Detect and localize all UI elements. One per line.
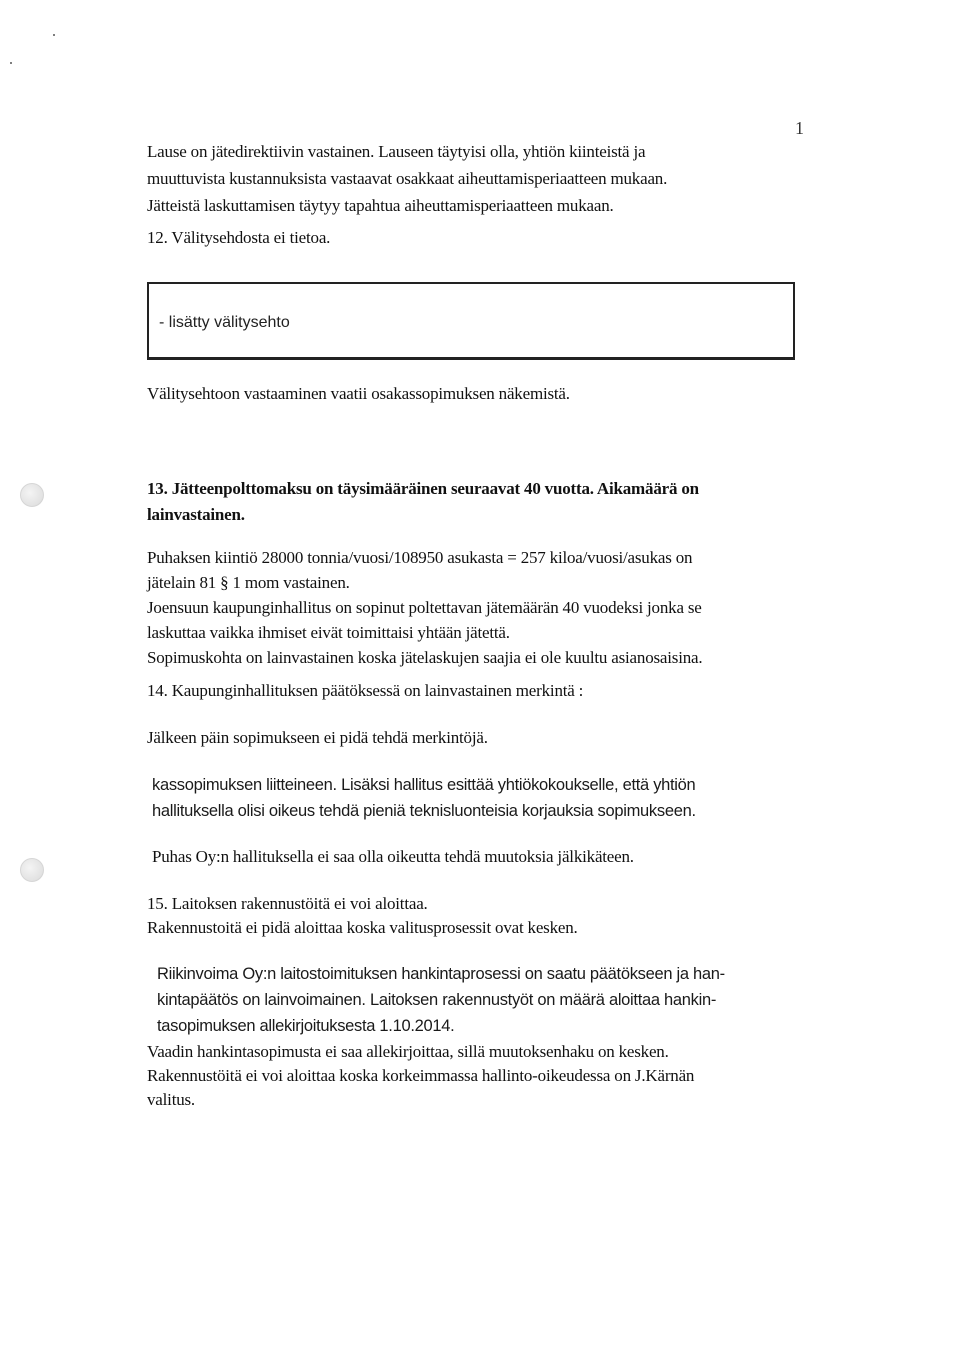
paragraph-jalkikateen: Puhas Oy:n hallituksella ei saa olla oikeutta tehdä muutoksia jälkikäteen. bbox=[152, 847, 634, 866]
text-line: Riikinvoima Oy:n laitostoimituksen hankintaprosessi on saatu päätökseen ja han- bbox=[157, 965, 725, 983]
text-line: Joensuun kaupunginhallitus on sopinut poltettavan jätemäärän 40 vuodeksi jonka se bbox=[147, 598, 702, 617]
scan-speck bbox=[10, 62, 12, 64]
item-14-heading: 14. Kaupunginhallituksen päätöksessä on lainvastainen merkintä : bbox=[147, 681, 584, 700]
text-line: laskuttaa vaikka ihmiset eivät toimittaisi yhtään jätettä. bbox=[147, 623, 510, 642]
box-text: - lisätty välitysehto bbox=[159, 314, 290, 331]
paragraph-merkinnat: Jälkeen päin sopimukseen ei pidä tehdä merkintöjä. bbox=[147, 728, 488, 747]
paragraph-puhas-kiintio bbox=[147, 545, 702, 670]
text-line: kintapäätös on lainvoimainen. Laitoksen rakennustyöt on määrä aloittaa hankin- bbox=[157, 991, 717, 1009]
text-line: Jätteistä laskuttamisen täytyy tapahtua aiheuttamisperiaatteen mukaan. bbox=[147, 196, 614, 215]
text-line: kassopimuksen liitteineen. Lisäksi hallitus esittää yhtiökokoukselle, että yhtiön bbox=[152, 776, 696, 794]
scan-speck bbox=[53, 34, 55, 36]
text-line: valitus. bbox=[147, 1090, 195, 1109]
item-13-heading bbox=[147, 476, 699, 528]
handwritten-page-number: 1 bbox=[795, 118, 804, 138]
quoted-excerpt-riikinvoima bbox=[157, 961, 725, 1039]
paragraph-vaadin bbox=[147, 1040, 694, 1112]
quoted-box bbox=[147, 282, 795, 360]
paragraph-jatedirektiivi bbox=[147, 138, 667, 219]
text-line: 13. Jätteenpolttomaksu on täysimääräinen seuraavat 40 vuotta. Aikamäärä on bbox=[147, 479, 699, 498]
text-line: Lause on jätedirektiivin vastainen. Lauseen täytyisi olla, yhtiön kiinteistä ja bbox=[147, 142, 646, 161]
text-line: Vaadin hankintasopimusta ei saa allekirjoittaa, sillä muutoksenhaku on kesken. bbox=[147, 1042, 669, 1061]
text-line: muuttuvista kustannuksista vastaavat osakkaat aiheuttamisperiaatteen mukaan. bbox=[147, 169, 668, 188]
punch-hole-bottom bbox=[20, 858, 44, 882]
text-line: jätelain 81 § 1 mom vastainen. bbox=[147, 573, 350, 592]
item-12-heading: 12. Välitysehdosta ei tietoa. bbox=[147, 228, 331, 247]
punch-hole-top bbox=[20, 483, 44, 507]
text-line: Rakennustöitä ei voi aloittaa koska korkeimmassa hallinto-oikeudessa on J.Kärnän bbox=[147, 1066, 695, 1085]
text-line: Puhaksen kiintiö 28000 tonnia/vuosi/108950 asukasta = 257 kiloa/vuosi/asukas on bbox=[147, 548, 693, 567]
paragraph-valitysehto: Välitysehtoon vastaaminen vaatii osakassopimuksen näkemistä. bbox=[147, 384, 570, 403]
text-line: Rakennustoitä ei pidä aloittaa koska valitusprosessit ovat kesken. bbox=[147, 918, 578, 937]
item-15-heading bbox=[147, 892, 578, 940]
text-line: 15. Laitoksen rakennustöitä ei voi aloittaa. bbox=[147, 894, 428, 913]
text-line: lainvastainen. bbox=[147, 505, 245, 524]
text-line: tasopimuksen allekirjoituksesta 1.10.2014. bbox=[157, 1017, 455, 1035]
quoted-excerpt-hallitus bbox=[152, 772, 696, 824]
text-line: hallituksella olisi oikeus tehdä pieniä teknisluonteisia korjauksia sopimukseen. bbox=[152, 802, 696, 820]
text-line: Sopimuskohta on lainvastainen koska jätelaskujen saajia ei ole kuultu asianosaisina. bbox=[147, 648, 703, 667]
